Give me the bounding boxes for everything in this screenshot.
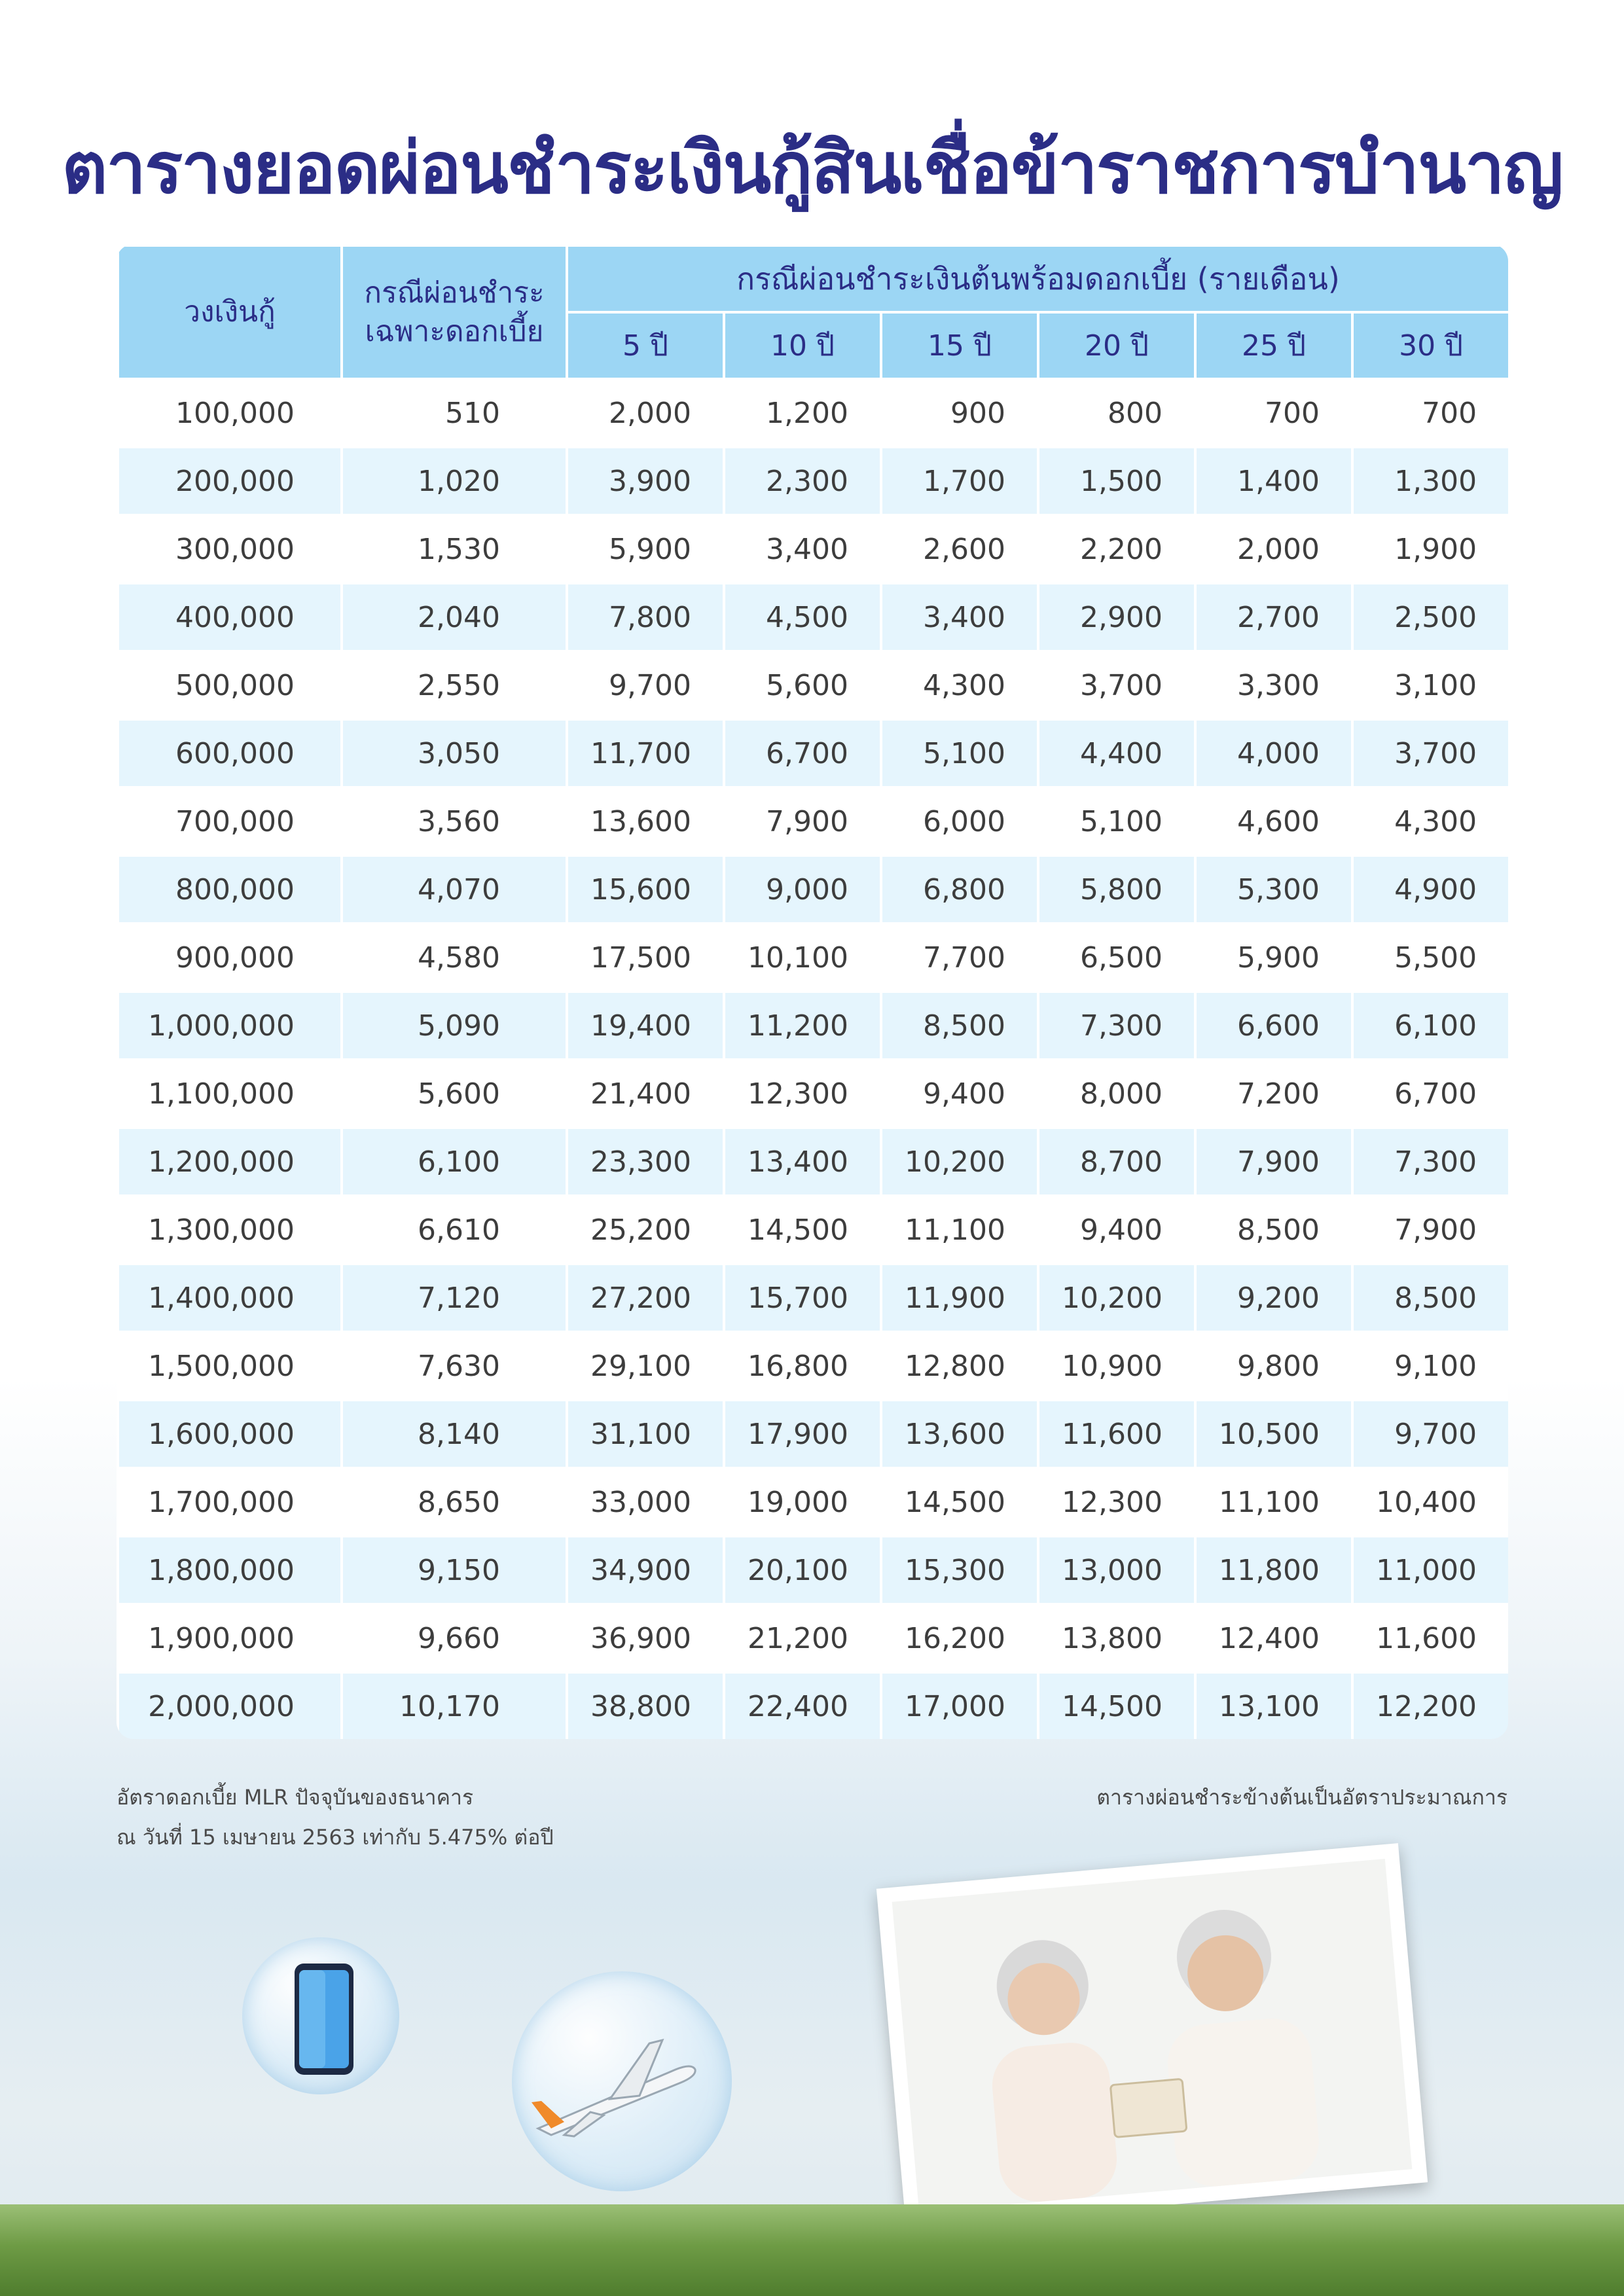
installment-cell: 10,200 bbox=[881, 1128, 1038, 1196]
table-row bbox=[118, 1264, 1508, 1332]
installment-cell: 34,900 bbox=[567, 1536, 724, 1604]
installment-cell: 31,100 bbox=[567, 1400, 724, 1468]
header-loan-amount: วงเงินกู้ bbox=[118, 245, 342, 379]
installment-cell: 6,600 bbox=[1195, 992, 1352, 1060]
installment-cell: 5,100 bbox=[881, 719, 1038, 787]
installment-cell: 4,000 bbox=[1195, 719, 1352, 787]
installment-cell: 16,200 bbox=[881, 1604, 1038, 1672]
loan-amount-cell: 2,000,000 bbox=[118, 1672, 342, 1739]
installment-cell: 5,500 bbox=[1352, 924, 1508, 992]
interest-only-cell: 4,070 bbox=[342, 855, 567, 924]
installment-cell: 16,800 bbox=[724, 1332, 881, 1400]
installment-cell: 900 bbox=[881, 379, 1038, 447]
loan-amount-cell: 1,300,000 bbox=[118, 1196, 342, 1264]
installment-cell: 10,900 bbox=[1038, 1332, 1195, 1400]
table-row bbox=[118, 992, 1508, 1060]
installment-cell: 36,900 bbox=[567, 1604, 724, 1672]
installment-cell: 2,900 bbox=[1038, 583, 1195, 651]
installment-cell: 14,500 bbox=[1038, 1672, 1195, 1739]
interest-only-cell: 1,530 bbox=[342, 515, 567, 583]
interest-only-cell: 7,630 bbox=[342, 1332, 567, 1400]
installment-cell: 7,900 bbox=[1195, 1128, 1352, 1196]
loan-amount-cell: 700,000 bbox=[118, 787, 342, 855]
installment-cell: 4,400 bbox=[1038, 719, 1195, 787]
table-row bbox=[118, 719, 1508, 787]
header-year-1: 10 ปี bbox=[724, 312, 881, 379]
table-row bbox=[118, 1672, 1508, 1739]
installment-cell: 13,600 bbox=[881, 1400, 1038, 1468]
installment-cell: 21,200 bbox=[724, 1604, 881, 1672]
table-row bbox=[118, 1060, 1508, 1128]
loan-amount-cell: 300,000 bbox=[118, 515, 342, 583]
interest-only-cell: 6,610 bbox=[342, 1196, 567, 1264]
loan-amount-cell: 1,900,000 bbox=[118, 1604, 342, 1672]
installment-cell: 3,400 bbox=[881, 583, 1038, 651]
installment-cell: 10,200 bbox=[1038, 1264, 1195, 1332]
header-principal-interest: กรณีผ่อนชำระเงินต้นพร้อมดอกเบี้ย (รายเดือน) bbox=[567, 245, 1508, 312]
table-row bbox=[118, 515, 1508, 583]
installment-cell: 7,300 bbox=[1352, 1128, 1508, 1196]
installment-cell: 800 bbox=[1038, 379, 1195, 447]
installment-cell: 2,000 bbox=[1195, 515, 1352, 583]
installment-cell: 10,500 bbox=[1195, 1400, 1352, 1468]
interest-only-cell: 1,020 bbox=[342, 447, 567, 515]
interest-only-cell: 8,140 bbox=[342, 1400, 567, 1468]
elderly-couple-photo bbox=[876, 1843, 1428, 2228]
installment-cell: 6,100 bbox=[1352, 992, 1508, 1060]
installment-cell: 33,000 bbox=[567, 1468, 724, 1536]
installment-cell: 14,500 bbox=[881, 1468, 1038, 1536]
loan-amount-cell: 1,200,000 bbox=[118, 1128, 342, 1196]
installment-cell: 5,800 bbox=[1038, 855, 1195, 924]
interest-only-cell: 3,050 bbox=[342, 719, 567, 787]
installment-cell: 4,900 bbox=[1352, 855, 1508, 924]
table-row bbox=[118, 651, 1508, 719]
loan-amount-cell: 900,000 bbox=[118, 924, 342, 992]
installment-cell: 9,800 bbox=[1195, 1332, 1352, 1400]
installment-cell: 11,600 bbox=[1352, 1604, 1508, 1672]
installment-cell: 11,200 bbox=[724, 992, 881, 1060]
installment-cell: 17,500 bbox=[567, 924, 724, 992]
installment-cell: 7,800 bbox=[567, 583, 724, 651]
installment-cell: 1,200 bbox=[724, 379, 881, 447]
installment-cell: 5,300 bbox=[1195, 855, 1352, 924]
installment-cell: 8,000 bbox=[1038, 1060, 1195, 1128]
table-row bbox=[118, 1400, 1508, 1468]
installment-cell: 12,200 bbox=[1352, 1672, 1508, 1739]
table-row bbox=[118, 924, 1508, 992]
installment-cell: 19,400 bbox=[567, 992, 724, 1060]
installment-cell: 9,700 bbox=[567, 651, 724, 719]
installment-cell: 1,400 bbox=[1195, 447, 1352, 515]
page-title: ตารางยอดผ่อนชำระเงินกู้สินเชื่อข้าราชการบำนาญ bbox=[62, 128, 1562, 209]
installment-cell: 25,200 bbox=[567, 1196, 724, 1264]
interest-only-cell: 510 bbox=[342, 379, 567, 447]
interest-only-cell: 2,040 bbox=[342, 583, 567, 651]
installment-cell: 6,700 bbox=[1352, 1060, 1508, 1128]
loan-amount-cell: 1,600,000 bbox=[118, 1400, 342, 1468]
installment-cell: 5,100 bbox=[1038, 787, 1195, 855]
loan-amount-cell: 100,000 bbox=[118, 379, 342, 447]
installment-cell: 6,800 bbox=[881, 855, 1038, 924]
table-row bbox=[118, 1536, 1508, 1604]
grass-background bbox=[0, 2204, 1624, 2296]
installment-cell: 3,700 bbox=[1038, 651, 1195, 719]
installment-cell: 700 bbox=[1195, 379, 1352, 447]
installment-cell: 17,900 bbox=[724, 1400, 881, 1468]
installment-cell: 13,400 bbox=[724, 1128, 881, 1196]
installment-cell: 13,000 bbox=[1038, 1536, 1195, 1604]
interest-only-cell: 5,090 bbox=[342, 992, 567, 1060]
loan-amount-cell: 1,800,000 bbox=[118, 1536, 342, 1604]
installment-cell: 20,100 bbox=[724, 1536, 881, 1604]
footnote-estimate: ตารางผ่อนชำระข้างต้นเป็นอัตราประมาณการ bbox=[1096, 1785, 1507, 1810]
installment-cell: 4,300 bbox=[1352, 787, 1508, 855]
installment-cell: 15,700 bbox=[724, 1264, 881, 1332]
installment-cell: 700 bbox=[1352, 379, 1508, 447]
installment-cell: 11,700 bbox=[567, 719, 724, 787]
interest-only-cell: 9,150 bbox=[342, 1536, 567, 1604]
interest-only-cell: 3,560 bbox=[342, 787, 567, 855]
installment-cell: 14,500 bbox=[724, 1196, 881, 1264]
table-row bbox=[118, 1128, 1508, 1196]
installment-cell: 22,400 bbox=[724, 1672, 881, 1739]
footnote-line: ณ วันที่ 15 เมษายน 2563 เท่ากับ 5.475% ต่อปี bbox=[117, 1824, 554, 1850]
loan-amount-cell: 1,500,000 bbox=[118, 1332, 342, 1400]
installment-cell: 2,700 bbox=[1195, 583, 1352, 651]
loan-amount-cell: 1,000,000 bbox=[118, 992, 342, 1060]
loan-amount-cell: 1,700,000 bbox=[118, 1468, 342, 1536]
installment-cell: 8,700 bbox=[1038, 1128, 1195, 1196]
repayment-table-container bbox=[117, 244, 1508, 1739]
installment-cell: 3,700 bbox=[1352, 719, 1508, 787]
interest-only-cell: 8,650 bbox=[342, 1468, 567, 1536]
installment-cell: 2,300 bbox=[724, 447, 881, 515]
loan-amount-cell: 1,100,000 bbox=[118, 1060, 342, 1128]
installment-cell: 11,900 bbox=[881, 1264, 1038, 1332]
installment-cell: 4,600 bbox=[1195, 787, 1352, 855]
installment-cell: 11,000 bbox=[1352, 1536, 1508, 1604]
installment-cell: 1,300 bbox=[1352, 447, 1508, 515]
installment-cell: 8,500 bbox=[1195, 1196, 1352, 1264]
header-interest-only: กรณีผ่อนชำระ เฉพาะดอกเบี้ย bbox=[342, 245, 567, 379]
installment-cell: 9,200 bbox=[1195, 1264, 1352, 1332]
installment-cell: 12,300 bbox=[724, 1060, 881, 1128]
installment-cell: 9,400 bbox=[881, 1060, 1038, 1128]
installment-cell: 3,100 bbox=[1352, 651, 1508, 719]
installment-cell: 11,600 bbox=[1038, 1400, 1195, 1468]
installment-cell: 7,900 bbox=[1352, 1196, 1508, 1264]
installment-cell: 9,400 bbox=[1038, 1196, 1195, 1264]
table-row bbox=[118, 1196, 1508, 1264]
installment-cell: 19,000 bbox=[724, 1468, 881, 1536]
interest-only-cell: 5,600 bbox=[342, 1060, 567, 1128]
installment-cell: 38,800 bbox=[567, 1672, 724, 1739]
installment-cell: 6,700 bbox=[724, 719, 881, 787]
header-year-4: 25 ปี bbox=[1195, 312, 1352, 379]
installment-cell: 8,500 bbox=[1352, 1264, 1508, 1332]
loan-amount-cell: 400,000 bbox=[118, 583, 342, 651]
installment-cell: 1,900 bbox=[1352, 515, 1508, 583]
installment-cell: 5,900 bbox=[1195, 924, 1352, 992]
installment-cell: 11,100 bbox=[881, 1196, 1038, 1264]
installment-cell: 8,500 bbox=[881, 992, 1038, 1060]
phone-icon bbox=[242, 1937, 399, 2094]
footnote-interest-rate bbox=[117, 1778, 554, 1857]
installment-cell: 2,000 bbox=[567, 379, 724, 447]
installment-cell: 4,300 bbox=[881, 651, 1038, 719]
header-year-2: 15 ปี bbox=[881, 312, 1038, 379]
interest-only-cell: 7,120 bbox=[342, 1264, 567, 1332]
installment-cell: 9,700 bbox=[1352, 1400, 1508, 1468]
table-row bbox=[118, 583, 1508, 651]
loan-amount-cell: 500,000 bbox=[118, 651, 342, 719]
installment-cell: 9,100 bbox=[1352, 1332, 1508, 1400]
installment-cell: 11,800 bbox=[1195, 1536, 1352, 1604]
installment-cell: 4,500 bbox=[724, 583, 881, 651]
installment-cell: 6,000 bbox=[881, 787, 1038, 855]
footnote-line: อัตราดอกเบี้ย MLR ปัจจุบันของธนาคาร bbox=[117, 1785, 474, 1810]
table-row bbox=[118, 1468, 1508, 1536]
table-row bbox=[118, 855, 1508, 924]
installment-cell: 7,700 bbox=[881, 924, 1038, 992]
installment-cell: 12,400 bbox=[1195, 1604, 1352, 1672]
installment-cell: 7,200 bbox=[1195, 1060, 1352, 1128]
installment-cell: 27,200 bbox=[567, 1264, 724, 1332]
installment-cell: 12,300 bbox=[1038, 1468, 1195, 1536]
installment-cell: 10,100 bbox=[724, 924, 881, 992]
interest-only-cell: 9,660 bbox=[342, 1604, 567, 1672]
interest-only-cell: 6,100 bbox=[342, 1128, 567, 1196]
table-row bbox=[118, 1604, 1508, 1672]
table-row bbox=[118, 379, 1508, 447]
installment-cell: 6,500 bbox=[1038, 924, 1195, 992]
installment-cell: 1,500 bbox=[1038, 447, 1195, 515]
installment-cell: 23,300 bbox=[567, 1128, 724, 1196]
installment-cell: 2,200 bbox=[1038, 515, 1195, 583]
installment-cell: 29,100 bbox=[567, 1332, 724, 1400]
installment-cell: 1,700 bbox=[881, 447, 1038, 515]
installment-cell: 5,900 bbox=[567, 515, 724, 583]
installment-cell: 9,000 bbox=[724, 855, 881, 924]
interest-only-cell: 10,170 bbox=[342, 1672, 567, 1739]
repayment-table bbox=[117, 244, 1508, 1739]
installment-cell: 3,300 bbox=[1195, 651, 1352, 719]
header-year-0: 5 ปี bbox=[567, 312, 724, 379]
header-year-3: 20 ปี bbox=[1038, 312, 1195, 379]
installment-cell: 13,600 bbox=[567, 787, 724, 855]
interest-only-cell: 2,550 bbox=[342, 651, 567, 719]
header-year-5: 30 ปี bbox=[1352, 312, 1508, 379]
airplane-icon bbox=[512, 1971, 732, 2191]
installment-cell: 15,300 bbox=[881, 1536, 1038, 1604]
installment-cell: 10,400 bbox=[1352, 1468, 1508, 1536]
installment-cell: 12,800 bbox=[881, 1332, 1038, 1400]
interest-only-cell: 4,580 bbox=[342, 924, 567, 992]
installment-cell: 13,800 bbox=[1038, 1604, 1195, 1672]
table-row bbox=[118, 1332, 1508, 1400]
installment-cell: 3,900 bbox=[567, 447, 724, 515]
installment-cell: 5,600 bbox=[724, 651, 881, 719]
installment-cell: 2,500 bbox=[1352, 583, 1508, 651]
installment-cell: 2,600 bbox=[881, 515, 1038, 583]
installment-cell: 17,000 bbox=[881, 1672, 1038, 1739]
installment-cell: 7,900 bbox=[724, 787, 881, 855]
installment-cell: 7,300 bbox=[1038, 992, 1195, 1060]
installment-cell: 11,100 bbox=[1195, 1468, 1352, 1536]
installment-cell: 3,400 bbox=[724, 515, 881, 583]
table-row bbox=[118, 787, 1508, 855]
installment-cell: 15,600 bbox=[567, 855, 724, 924]
table-row bbox=[118, 447, 1508, 515]
loan-amount-cell: 600,000 bbox=[118, 719, 342, 787]
loan-amount-cell: 800,000 bbox=[118, 855, 342, 924]
installment-cell: 21,400 bbox=[567, 1060, 724, 1128]
loan-amount-cell: 1,400,000 bbox=[118, 1264, 342, 1332]
installment-cell: 13,100 bbox=[1195, 1672, 1352, 1739]
loan-amount-cell: 200,000 bbox=[118, 447, 342, 515]
